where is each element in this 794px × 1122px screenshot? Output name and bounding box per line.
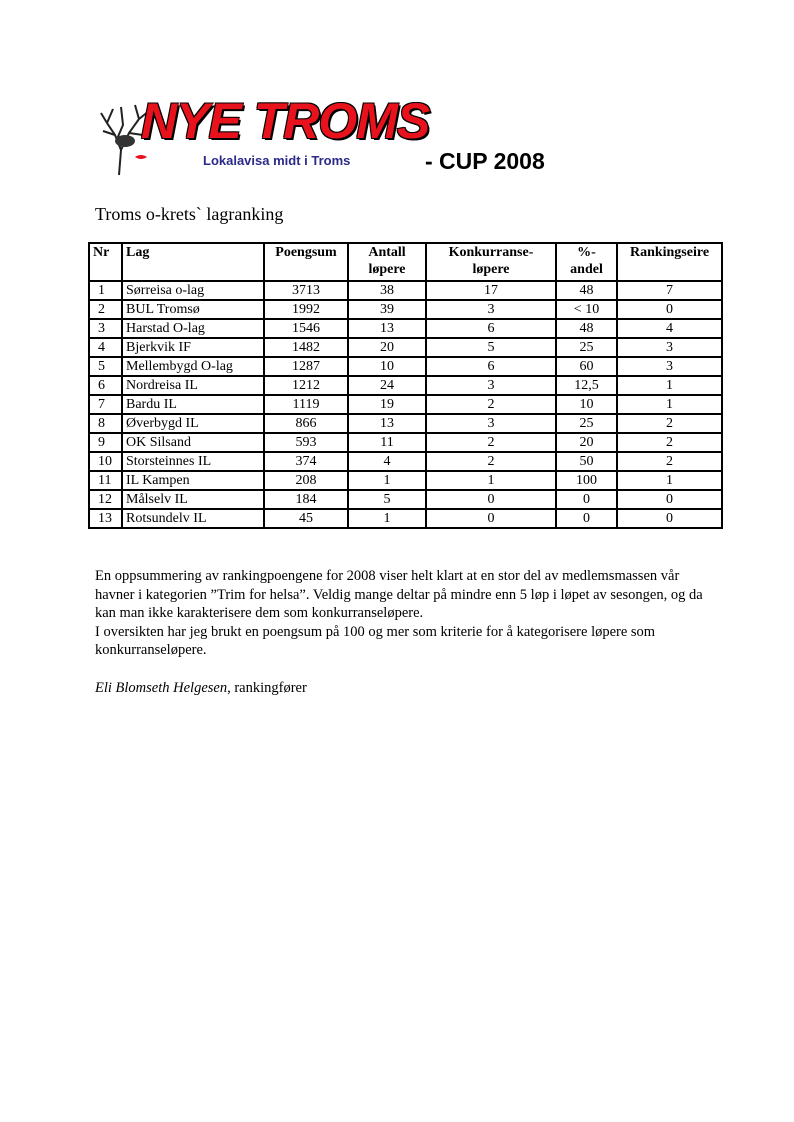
cell-nr: 5 xyxy=(89,357,122,376)
cell-lag: BUL Tromsø xyxy=(122,300,264,319)
header-konkurranselopere xyxy=(426,243,556,281)
cell-pct: 48 xyxy=(556,281,617,300)
cell-poengsum: 1546 xyxy=(264,319,348,338)
cell-antall: 10 xyxy=(348,357,426,376)
table-row xyxy=(89,357,722,376)
logo-brand-text: NYE TROMS xyxy=(141,93,430,149)
header-prosent-andel xyxy=(556,243,617,281)
cell-poengsum: 1119 xyxy=(264,395,348,414)
cell-poengsum: 374 xyxy=(264,452,348,471)
cup-title: - CUP 2008 xyxy=(425,148,545,174)
cell-konk: 6 xyxy=(426,357,556,376)
table-row xyxy=(89,452,722,471)
cell-konk: 5 xyxy=(426,338,556,357)
cell-poengsum: 208 xyxy=(264,471,348,490)
header-konk-line2: løpere xyxy=(472,262,510,277)
cell-poengsum: 1992 xyxy=(264,300,348,319)
header-nr: Nr xyxy=(89,243,122,281)
cell-pct: 10 xyxy=(556,395,617,414)
cell-pct: 100 xyxy=(556,471,617,490)
cell-pct: 0 xyxy=(556,509,617,528)
summary-text xyxy=(95,567,710,660)
cell-poengsum: 593 xyxy=(264,433,348,452)
cell-konk: 1 xyxy=(426,471,556,490)
cell-lag: Bjerkvik IF xyxy=(122,338,264,357)
cell-nr: 11 xyxy=(89,471,122,490)
cell-nr: 10 xyxy=(89,452,122,471)
cell-konk: 2 xyxy=(426,395,556,414)
table-row xyxy=(89,509,722,528)
cell-seire: 2 xyxy=(617,414,722,433)
cell-antall: 1 xyxy=(348,509,426,528)
table-row xyxy=(89,471,722,490)
cell-antall: 4 xyxy=(348,452,426,471)
header-pct-line1: %- xyxy=(577,245,596,260)
cell-pct: 12,5 xyxy=(556,376,617,395)
cell-antall: 1 xyxy=(348,471,426,490)
cell-nr: 2 xyxy=(89,300,122,319)
table-row xyxy=(89,433,722,452)
cell-poengsum: 184 xyxy=(264,490,348,509)
cell-konk: 6 xyxy=(426,319,556,338)
cell-antall: 20 xyxy=(348,338,426,357)
cell-nr: 4 xyxy=(89,338,122,357)
header-lag: Lag xyxy=(122,243,264,281)
cell-konk: 2 xyxy=(426,433,556,452)
cell-antall: 5 xyxy=(348,490,426,509)
summary-paragraph-2: I oversikten har jeg brukt en poengsum på 100 og mer som kriterie for å kategorisere løpere som konkurranseløpere. xyxy=(95,623,656,658)
cell-poengsum: 1482 xyxy=(264,338,348,357)
table-row xyxy=(89,300,722,319)
table-row xyxy=(89,376,722,395)
cell-konk: 3 xyxy=(426,376,556,395)
signature-name: Eli Blomseth Helgesen xyxy=(95,680,228,696)
cell-poengsum: 1212 xyxy=(264,376,348,395)
header-konk-line1: Konkurranse- xyxy=(448,245,534,260)
cell-konk: 2 xyxy=(426,452,556,471)
cell-seire: 7 xyxy=(617,281,722,300)
cell-lag: OK Silsand xyxy=(122,433,264,452)
cell-seire: 0 xyxy=(617,490,722,509)
cell-lag: Rotsundelv IL xyxy=(122,509,264,528)
cell-konk: 17 xyxy=(426,281,556,300)
cell-seire: 2 xyxy=(617,452,722,471)
cell-antall: 13 xyxy=(348,414,426,433)
header-antall-lopere xyxy=(348,243,426,281)
cell-lag: Øverbygd IL xyxy=(122,414,264,433)
table-header-row xyxy=(89,243,722,281)
cell-antall: 19 xyxy=(348,395,426,414)
cell-seire: 1 xyxy=(617,471,722,490)
cell-konk: 3 xyxy=(426,414,556,433)
cell-antall: 38 xyxy=(348,281,426,300)
logo-tagline: Lokalavisa midt i Troms xyxy=(203,153,351,168)
cell-nr: 3 xyxy=(89,319,122,338)
header-poengsum: Poengsum xyxy=(264,243,348,281)
cell-lag: Storsteinnes IL xyxy=(122,452,264,471)
cell-antall: 13 xyxy=(348,319,426,338)
cell-nr: 12 xyxy=(89,490,122,509)
cell-antall: 24 xyxy=(348,376,426,395)
cell-pct: 60 xyxy=(556,357,617,376)
cell-poengsum: 1287 xyxy=(264,357,348,376)
cell-antall: 11 xyxy=(348,433,426,452)
cell-pct: < 10 xyxy=(556,300,617,319)
cell-pct: 25 xyxy=(556,414,617,433)
cell-seire: 0 xyxy=(617,509,722,528)
document-title: Troms o-krets` lagranking xyxy=(95,204,284,224)
cell-seire: 4 xyxy=(617,319,722,338)
cell-poengsum: 866 xyxy=(264,414,348,433)
cell-lag: Harstad O-lag xyxy=(122,319,264,338)
cell-lag: Mellembygd O-lag xyxy=(122,357,264,376)
cell-seire: 3 xyxy=(617,357,722,376)
cell-nr: 7 xyxy=(89,395,122,414)
cell-pct: 20 xyxy=(556,433,617,452)
header-antall-line2: løpere xyxy=(368,262,406,277)
table-row xyxy=(89,414,722,433)
cell-antall: 39 xyxy=(348,300,426,319)
cell-lag: Bardu IL xyxy=(122,395,264,414)
cell-konk: 0 xyxy=(426,490,556,509)
cell-nr: 1 xyxy=(89,281,122,300)
cell-konk: 0 xyxy=(426,509,556,528)
table-row xyxy=(89,338,722,357)
ranking-table xyxy=(88,242,723,529)
cell-pct: 25 xyxy=(556,338,617,357)
table-row xyxy=(89,395,722,414)
cell-lag: IL Kampen xyxy=(122,471,264,490)
table-row xyxy=(89,281,722,300)
cell-poengsum: 3713 xyxy=(264,281,348,300)
nye-troms-logo xyxy=(95,95,430,177)
cell-nr: 13 xyxy=(89,509,122,528)
cell-pct: 0 xyxy=(556,490,617,509)
summary-paragraph-1: En oppsummering av rankingpoengene for 2008 viser helt klart at en stor del av medlemsmassen vår havner i kategorien ”Trim for helsa”. Veldig mange deltar på mindre enn 5 løp i løpet av sesongen, og da kan man ikke karakterisere dem som konkurranseløpere. xyxy=(95,568,703,621)
header-pct-line2: andel xyxy=(570,262,603,277)
cell-konk: 3 xyxy=(426,300,556,319)
cell-nr: 6 xyxy=(89,376,122,395)
header-antall-line1: Antall xyxy=(368,245,406,260)
table-row xyxy=(89,490,722,509)
cell-lag: Målselv IL xyxy=(122,490,264,509)
cell-nr: 8 xyxy=(89,414,122,433)
header-rankingseire: Rankingseire xyxy=(617,243,722,281)
cell-lag: Sørreisa o-lag xyxy=(122,281,264,300)
table-body xyxy=(89,281,722,528)
signature-role: , rankingfører xyxy=(227,680,307,696)
cell-pct: 48 xyxy=(556,319,617,338)
cell-poengsum: 45 xyxy=(264,509,348,528)
cell-pct: 50 xyxy=(556,452,617,471)
cell-seire: 1 xyxy=(617,395,722,414)
cell-lag: Nordreisa IL xyxy=(122,376,264,395)
table-row xyxy=(89,319,722,338)
signature xyxy=(95,680,307,697)
cell-seire: 2 xyxy=(617,433,722,452)
cell-seire: 1 xyxy=(617,376,722,395)
cell-nr: 9 xyxy=(89,433,122,452)
cell-seire: 0 xyxy=(617,300,722,319)
cell-seire: 3 xyxy=(617,338,722,357)
